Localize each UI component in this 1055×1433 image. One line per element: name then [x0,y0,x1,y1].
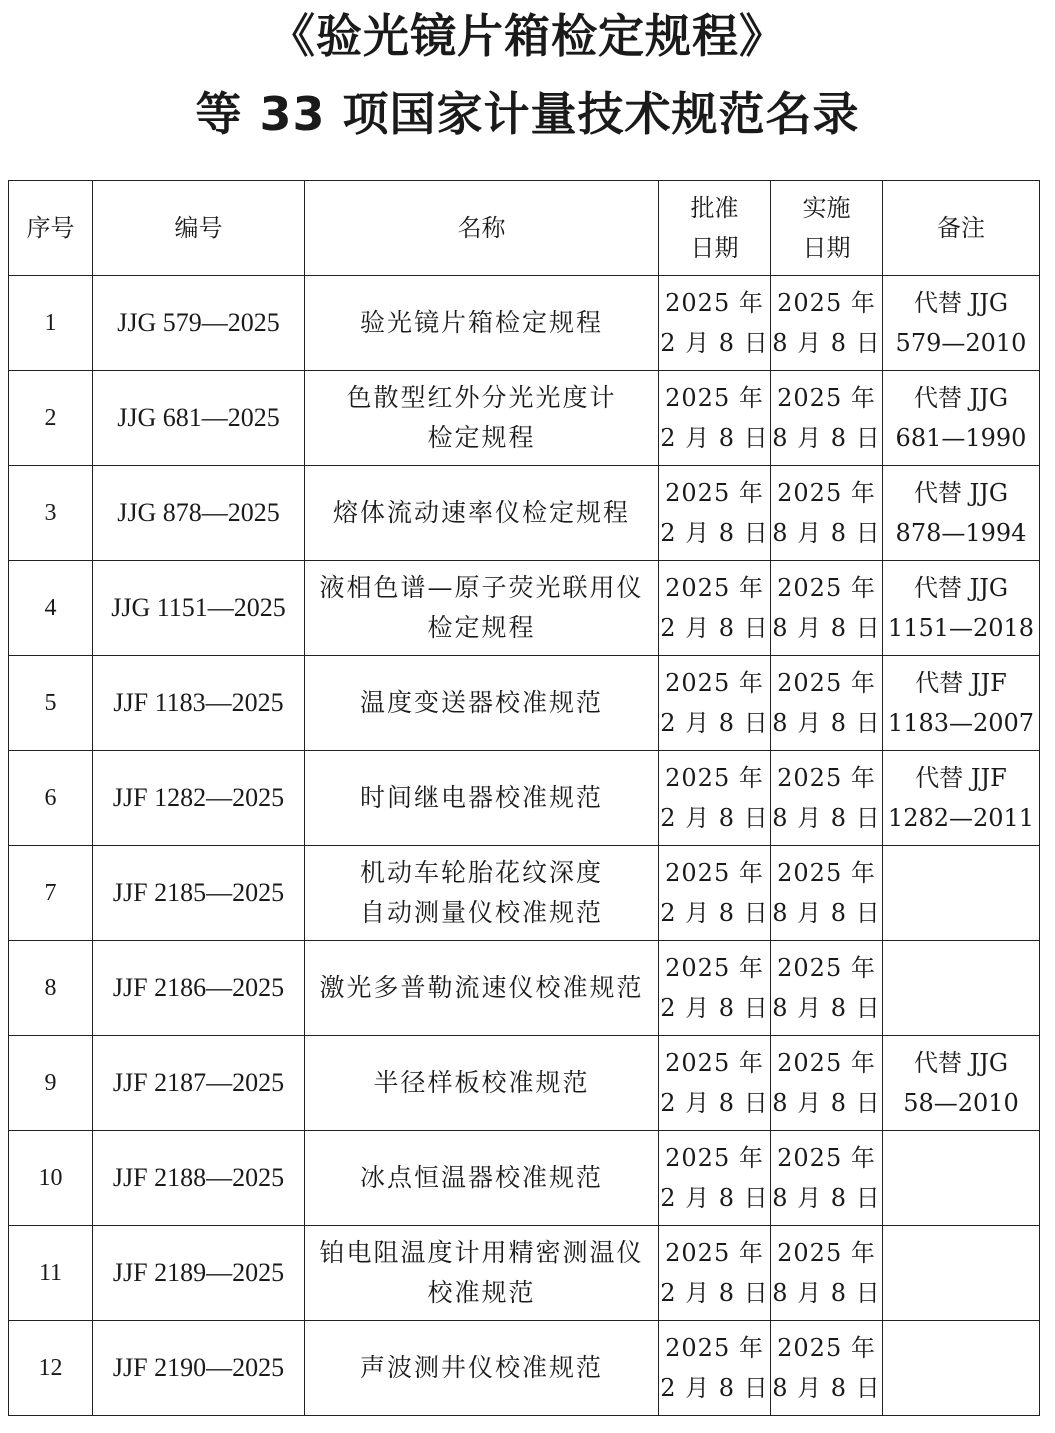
cell-name [305,941,659,1036]
cell-no [9,276,93,371]
cell-implement-date-line2: 8 月 8 日 [772,329,881,357]
cell-implement-date [771,656,883,751]
cell-note-line1: 代替 JJG [913,574,1009,602]
cell-note-line2: 579—2010 [895,329,1027,357]
cell-code [93,941,305,1036]
cell-name-line1: 熔体流动速率仪检定规程 [332,498,630,527]
cell-no-line1: 12 [38,1355,63,1381]
cell-name [305,1036,659,1131]
cell-implement-date [771,1321,883,1416]
table-row [9,941,1040,1036]
cell-name-line1: 铂电阻温度计用精密测温仪 [319,1238,644,1267]
cell-implement-date [771,561,883,656]
cell-approve-date-line2: 2 月 8 日 [660,1279,769,1307]
cell-approve-date [659,276,771,371]
cell-code [93,276,305,371]
cell-note-line1: 代替 JJG [913,1049,1009,1077]
cell-name-line2: 自动测量仪校准规范 [359,898,603,927]
header-name: 名称 [305,181,659,276]
cell-implement-date-line1: 2025 年 [777,1239,876,1267]
cell-note [883,846,1040,941]
cell-implement-date [771,371,883,466]
cell-approve-date-line1: 2025 年 [665,1239,764,1267]
cell-name-line2: 校准规范 [427,1278,536,1307]
cell-code-line1: JJG 579—2025 [117,308,280,337]
cell-no [9,1226,93,1321]
cell-approve-date-line2: 2 月 8 日 [660,1089,769,1117]
header-note: 备注 [883,181,1040,276]
cell-code-line1: JJF 1183—2025 [113,688,284,717]
header-implement-date [771,181,883,276]
cell-code-line1: JJF 2185—2025 [112,878,285,907]
cell-implement-date-line2: 8 月 8 日 [772,1279,881,1307]
cell-implement-date-line2: 8 月 8 日 [772,899,881,927]
cell-implement-date [771,1131,883,1226]
cell-note [883,276,1040,371]
cell-approve-date-line1: 2025 年 [665,1144,764,1172]
cell-name-line1: 验光镜片箱检定规程 [359,308,603,337]
cell-note [883,656,1040,751]
cell-no [9,561,93,656]
cell-implement-date [771,276,883,371]
cell-name [305,466,659,561]
cell-implement-date [771,1226,883,1321]
cell-no-line1: 1 [44,310,57,336]
cell-code-line1: JJF 1282—2025 [112,783,285,812]
cell-note [883,1131,1040,1226]
cell-no [9,656,93,751]
table-row [9,656,1040,751]
table-row [9,1131,1040,1226]
cell-no-line1: 11 [38,1260,63,1286]
cell-code-line1: JJF 2188—2025 [112,1163,285,1192]
cell-implement-date-line1: 2025 年 [777,954,876,982]
cell-note [883,751,1040,846]
cell-implement-date-line1: 2025 年 [777,1144,876,1172]
cell-implement-date [771,751,883,846]
cell-name-line1: 冰点恒温器校准规范 [359,1163,603,1192]
table-row [9,371,1040,466]
cell-note-line2: 681—1990 [895,424,1027,452]
cell-approve-date-line1: 2025 年 [665,954,764,982]
cell-implement-date-line1: 2025 年 [777,1049,876,1077]
cell-note-line1: 代替 JJF [915,764,1007,792]
cell-approve-date-line2: 2 月 8 日 [660,804,769,832]
cell-name-line1: 温度变送器校准规范 [359,688,603,717]
cell-code [93,561,305,656]
cell-note-line2: 1282—2011 [887,804,1035,832]
cell-implement-date-line2: 8 月 8 日 [772,1184,881,1212]
cell-name-line1: 机动车轮胎花纹深度 [359,858,603,887]
table-row [9,276,1040,371]
cell-approve-date [659,941,771,1036]
page-title-line-2: 等 33 项国家计量技术规范名录 [195,87,860,141]
cell-name [305,1226,659,1321]
cell-note-line2: 58—2010 [903,1089,1019,1117]
cell-approve-date-line2: 2 月 8 日 [660,1184,769,1212]
cell-approve-date-line2: 2 月 8 日 [660,614,769,642]
cell-implement-date [771,941,883,1036]
table-row [9,1321,1040,1416]
cell-code [93,751,305,846]
cell-code [93,1226,305,1321]
cell-approve-date-line1: 2025 年 [665,384,764,412]
table-body [9,276,1040,1416]
cell-no [9,846,93,941]
cell-approve-date [659,751,771,846]
cell-code [93,846,305,941]
table-row [9,1226,1040,1321]
header-approve-date [659,181,771,276]
cell-approve-date-line2: 2 月 8 日 [660,899,769,927]
cell-approve-date-line2: 2 月 8 日 [660,1374,769,1402]
cell-note-line1: 代替 JJF [915,669,1007,697]
cell-note [883,561,1040,656]
cell-no-line1: 7 [44,880,57,906]
cell-code-line1: JJF 2187—2025 [112,1068,285,1097]
cell-no [9,1321,93,1416]
cell-no [9,941,93,1036]
cell-name-line1: 声波测井仪校准规范 [359,1353,603,1382]
cell-approve-date-line2: 2 月 8 日 [660,329,769,357]
cell-note [883,466,1040,561]
cell-approve-date-line2: 2 月 8 日 [660,519,769,547]
cell-implement-date-line2: 8 月 8 日 [772,1374,881,1402]
cell-approve-date [659,1226,771,1321]
cell-approve-date-line1: 2025 年 [665,289,764,317]
cell-name [305,656,659,751]
cell-name-line1: 色散型红外分光光度计 [346,383,617,412]
table-row [9,466,1040,561]
cell-note [883,1226,1040,1321]
cell-implement-date-line1: 2025 年 [777,764,876,792]
page-title-line-1: 《验光镜片箱检定规程》 [269,9,786,63]
cell-code [93,1036,305,1131]
table-row [9,751,1040,846]
table-row [9,846,1040,941]
cell-code [93,371,305,466]
cell-approve-date-line2: 2 月 8 日 [660,994,769,1022]
cell-name-line1: 激光多普勒流速仪校准规范 [319,973,644,1002]
cell-no [9,371,93,466]
cell-name [305,276,659,371]
cell-approve-date-line1: 2025 年 [665,574,764,602]
cell-implement-date-line2: 8 月 8 日 [772,709,881,737]
cell-name-line2: 检定规程 [427,423,536,452]
cell-no-line1: 4 [44,595,57,621]
cell-implement-date-line1: 2025 年 [777,289,876,317]
cell-code [93,1131,305,1226]
cell-implement-date-line1: 2025 年 [777,479,876,507]
cell-no-line1: 3 [44,500,57,526]
cell-note [883,371,1040,466]
header-approve-line2: 日期 [690,234,739,262]
cell-note-line2: 1183—2007 [887,709,1035,737]
cell-note-line2: 878—1994 [895,519,1027,547]
cell-note [883,941,1040,1036]
header-implement-line1: 实施 [802,194,851,222]
cell-approve-date [659,1036,771,1131]
cell-implement-date [771,846,883,941]
header-no: 序号 [9,181,93,276]
table-row [9,561,1040,656]
cell-approve-date-line2: 2 月 8 日 [660,709,769,737]
header-implement-line2: 日期 [802,234,851,262]
cell-implement-date-line2: 8 月 8 日 [772,1089,881,1117]
cell-code [93,656,305,751]
table-row [9,1036,1040,1131]
cell-implement-date-line2: 8 月 8 日 [772,994,881,1022]
cell-approve-date [659,656,771,751]
cell-no [9,751,93,846]
cell-name [305,1321,659,1416]
cell-no-line1: 8 [44,975,57,1001]
cell-implement-date-line1: 2025 年 [777,574,876,602]
cell-code-line1: JJF 2186—2025 [112,973,285,1002]
cell-code-line1: JJF 2189—2025 [112,1258,285,1287]
cell-code-line1: JJG 1151—2025 [111,593,286,622]
cell-no [9,1036,93,1131]
cell-implement-date-line2: 8 月 8 日 [772,804,881,832]
cell-implement-date [771,1036,883,1131]
cell-name-line1: 液相色谱—原子荧光联用仪 [319,573,644,602]
cell-implement-date-line2: 8 月 8 日 [772,424,881,452]
cell-no-line1: 5 [44,690,57,716]
cell-implement-date [771,466,883,561]
cell-approve-date [659,371,771,466]
cell-note-line1: 代替 JJG [913,289,1009,317]
cell-approve-date-line1: 2025 年 [665,764,764,792]
cell-implement-date-line2: 8 月 8 日 [772,519,881,547]
cell-note-line1: 代替 JJG [913,479,1009,507]
cell-approve-date-line1: 2025 年 [665,1049,764,1077]
cell-implement-date-line1: 2025 年 [777,669,876,697]
cell-approve-date [659,561,771,656]
cell-note-line2: 1151—2018 [887,614,1035,642]
cell-no-line1: 6 [44,785,57,811]
cell-approve-date [659,466,771,561]
cell-no [9,466,93,561]
cell-code [93,1321,305,1416]
cell-implement-date-line1: 2025 年 [777,1334,876,1362]
table-header-row [9,181,1040,276]
cell-no-line1: 9 [44,1070,57,1096]
cell-code-line1: JJG 878—2025 [117,498,280,527]
cell-approve-date-line1: 2025 年 [665,669,764,697]
cell-implement-date-line1: 2025 年 [777,384,876,412]
cell-name [305,1131,659,1226]
cell-approve-date [659,1321,771,1416]
header-approve-line1: 批准 [690,194,739,222]
cell-note [883,1036,1040,1131]
cell-code-line1: JJG 681—2025 [117,403,280,432]
header-code: 编号 [93,181,305,276]
cell-note [883,1321,1040,1416]
cell-no-line1: 10 [38,1165,63,1191]
cell-name-line1: 时间继电器校准规范 [359,783,603,812]
cell-name-line1: 半径样板校准规范 [373,1068,590,1097]
cell-name [305,846,659,941]
cell-approve-date-line1: 2025 年 [665,859,764,887]
cell-code-line1: JJF 2190—2025 [112,1353,285,1382]
cell-no [9,1131,93,1226]
cell-implement-date-line1: 2025 年 [777,859,876,887]
cell-no-line1: 2 [44,405,57,431]
cell-name [305,371,659,466]
cell-code [93,466,305,561]
standards-table [8,180,1040,1416]
cell-implement-date-line2: 8 月 8 日 [772,614,881,642]
cell-name-line2: 检定规程 [427,613,536,642]
cell-approve-date [659,846,771,941]
cell-name [305,561,659,656]
cell-approve-date [659,1131,771,1226]
cell-note-line1: 代替 JJG [913,384,1009,412]
cell-approve-date-line1: 2025 年 [665,479,764,507]
cell-approve-date-line1: 2025 年 [665,1334,764,1362]
cell-name [305,751,659,846]
cell-approve-date-line2: 2 月 8 日 [660,424,769,452]
